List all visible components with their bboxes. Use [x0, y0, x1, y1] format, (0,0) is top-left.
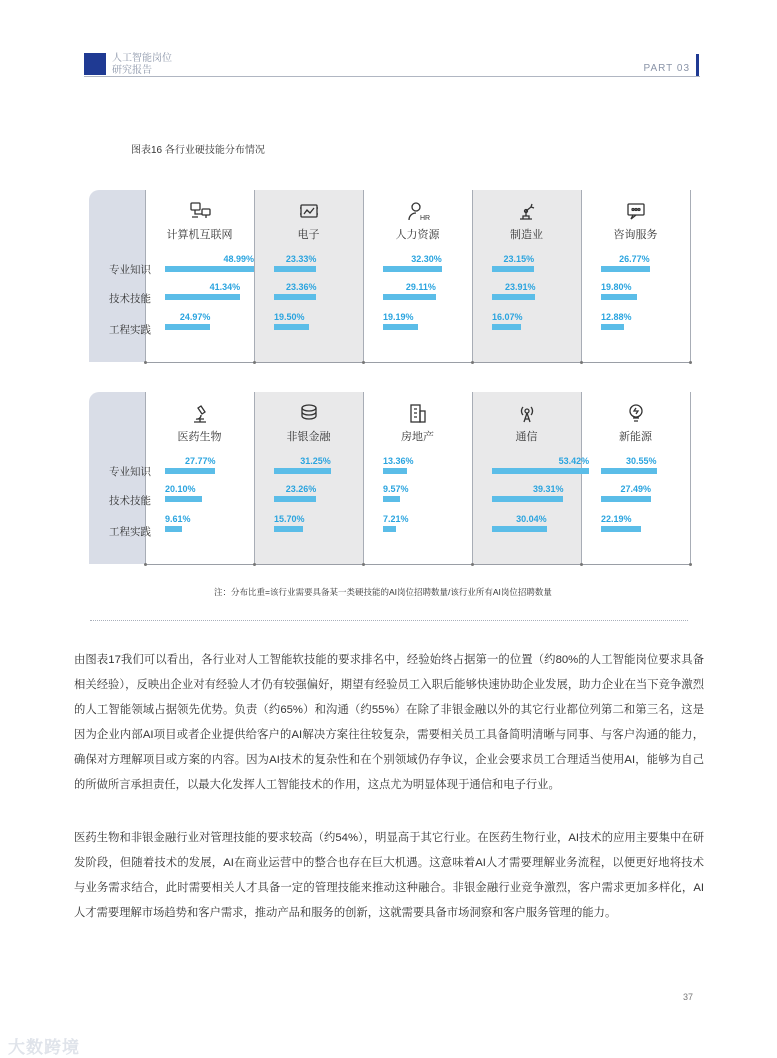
bar-technical [492, 294, 535, 300]
bar-value-label: 15.70% [274, 514, 305, 524]
column-separator [472, 190, 473, 362]
signal-tower-icon [516, 402, 538, 424]
column-separator [690, 392, 691, 564]
bar-technical [383, 294, 436, 300]
row-label: 专业知识 [109, 264, 151, 276]
industry-name: 电子 [297, 229, 320, 241]
bar-technical [165, 496, 202, 502]
bar-engineering [492, 324, 521, 330]
axis-tick-dot [144, 361, 147, 364]
header-title-line1: 人工智能岗位 [112, 53, 172, 64]
bar-value-label: 19.19% [383, 312, 414, 322]
column-separator [254, 190, 255, 362]
bar-value-label: 30.04% [516, 514, 547, 524]
network-icon [189, 200, 211, 222]
bar-value-label: 20.10% [165, 484, 196, 494]
watermark-text: 大数跨境 [8, 1038, 80, 1057]
column-separator [254, 392, 255, 564]
bar-engineering [165, 324, 210, 330]
bar-value-label: 9.61% [165, 514, 191, 524]
bar-value-label: 23.91% [504, 282, 536, 292]
industry-name: 非银金融 [286, 431, 331, 443]
microscope-icon [189, 402, 211, 424]
axis-tick-dot [144, 563, 147, 566]
bar-technical [383, 496, 400, 502]
bar-value-label: 23.26% [285, 484, 317, 494]
consult-chat-icon [625, 200, 647, 222]
bar-value-label: 9.57% [383, 484, 409, 494]
axis-tick-dot [253, 361, 256, 364]
bar-value-label: 39.31% [532, 484, 564, 494]
bar-value-label: 13.36% [383, 456, 414, 466]
bar-value-label: 19.50% [274, 312, 305, 322]
coins-icon [298, 402, 320, 424]
column-separator [581, 392, 582, 564]
bar-knowledge [274, 266, 316, 272]
bar-value-label: 23.36% [285, 282, 317, 292]
bar-value-label: 24.97% [179, 312, 211, 322]
bar-knowledge [165, 468, 215, 474]
bar-engineering [274, 526, 303, 532]
bar-value-label: 41.34% [209, 282, 241, 292]
building-icon [407, 402, 429, 424]
industry-name: 咨询服务 [613, 229, 658, 241]
industry-name: 医药生物 [177, 431, 222, 443]
energy-bulb-icon [625, 402, 647, 424]
bar-technical [601, 294, 637, 300]
svg-text:HR: HR [419, 215, 430, 222]
chart-panel-2 [89, 392, 687, 564]
paragraph-1: 由图表17我们可以看出，各行业对人工智能软技能的要求排名中，经验始终占据第一的位置（约80%的人工智能岗位要求具备相关经验），反映出企业对有经验人才仍有较强偏好，期望有经验员工入职后能够快速协助企业发展，助力企业在当下竞争激烈的人工智能领域占据领先优势。负责（约65%）和沟通（约55%）在除了非银金融以外的其它行业都位列第二和第三名，这是因为企业内部AI项目或者企业提供给客户的AI解决方案往往较复杂，需要相关员工具备简明清晰与同事、与客户沟通的能力，确保对方理解项目或方案的内容。因为AI技术的复杂性和在个别领域仍存争议，企业会要求员工合理适当使用AI，能够为自己的所做所言承担责任，以最大化发挥人工智能技术的作用，这点尤为明显体现于通信和电子行业。 [74, 654, 704, 791]
bar-technical [274, 496, 316, 502]
bar-value-label: 12.88% [601, 312, 632, 322]
bar-knowledge [383, 468, 407, 474]
row-label: 工程实践 [109, 526, 151, 538]
bar-value-label: 19.80% [601, 282, 632, 292]
axis-tick-dot [471, 563, 474, 566]
bar-engineering [383, 324, 418, 330]
axis-tick-dot [362, 563, 365, 566]
chart-panel-1 [89, 190, 687, 362]
axis-tick-dot [580, 361, 583, 364]
bar-value-label: 23.15% [503, 254, 535, 264]
bar-engineering [601, 324, 624, 330]
bar-value-label: 32.30% [411, 254, 442, 264]
figure-title: 图表16 各行业硬技能分布情况 [131, 145, 265, 156]
bar-value-label: 22.19% [601, 514, 632, 524]
header-accent-bar [696, 54, 699, 76]
axis-tick-dot [580, 563, 583, 566]
bar-knowledge [383, 266, 442, 272]
bar-value-label: 31.25% [300, 456, 331, 466]
column-separator [690, 190, 691, 362]
bar-knowledge [601, 266, 650, 272]
industry-name: 新能源 [619, 431, 652, 443]
page-number: 37 [683, 992, 694, 1002]
bar-knowledge [492, 468, 589, 474]
bar-knowledge [601, 468, 657, 474]
bar-technical [165, 294, 240, 300]
column-separator [363, 392, 364, 564]
header-logo-square [84, 53, 106, 75]
axis-tick-dot [471, 361, 474, 364]
bar-engineering [383, 526, 396, 532]
axis-tick-dot [253, 563, 256, 566]
axis-tick-dot [689, 361, 692, 364]
bar-value-label: 26.77% [619, 254, 650, 264]
hr-person-icon [407, 200, 429, 222]
bar-value-label: 53.42% [558, 456, 590, 466]
axis-tick-dot [362, 361, 365, 364]
bar-value-label: 7.21% [383, 514, 409, 524]
column-separator [472, 392, 473, 564]
bar-value-label: 23.33% [285, 254, 317, 264]
paragraph-2: 医药生物和非银金融行业对管理技能的要求较高（约54%），明显高于其它行业。在医药生物行业，AI技术的应用主要集中在研发阶段，但随着技术的发展，AI在商业运营中的整合也存在巨大机遇。这意味着AI人才需要理解业务流程，以便更好地将技术与业务需求结合，此时需要相关人才具备一定的管理技能来推动这种融合。非银金融行业竞争激烈，客户需求更加多样化，AI人才需要理解市场趋势和客户需求，推动产品和服务的创新，这就需要具备市场洞察和客户服务管理的能力。 [74, 832, 704, 919]
bar-value-label: 30.55% [626, 456, 657, 466]
axis-tick-dot [689, 563, 692, 566]
row-label: 技术技能 [109, 293, 151, 305]
bar-knowledge [492, 266, 534, 272]
bar-engineering [601, 526, 641, 532]
industry-name: 人力资源 [395, 229, 440, 241]
row-label: 专业知识 [109, 466, 151, 478]
header-part-label: PART 03 [643, 63, 690, 74]
industry-name: 房地产 [401, 431, 434, 443]
header-rule [84, 76, 700, 77]
industry-name: 通信 [515, 431, 538, 443]
bar-technical [492, 496, 563, 502]
bar-value-label: 16.07% [492, 312, 523, 322]
x-axis-line [145, 362, 690, 363]
industry-name: 计算机互联网 [166, 229, 233, 241]
chip-icon [298, 200, 320, 222]
bar-technical [274, 294, 316, 300]
bar-value-label: 27.49% [620, 484, 651, 494]
column-separator [363, 190, 364, 362]
industry-name: 制造业 [510, 229, 543, 241]
header-title-line2: 研究报告 [112, 65, 152, 76]
column-separator [581, 190, 582, 362]
bar-technical [601, 496, 651, 502]
bar-value-label: 27.77% [184, 456, 216, 466]
bar-value-label: 48.99% [223, 254, 255, 264]
section-divider [90, 620, 688, 621]
bar-value-label: 29.11% [405, 282, 436, 292]
row-label: 技术技能 [109, 495, 151, 507]
x-axis-line [145, 564, 690, 565]
bar-engineering [165, 526, 182, 532]
bar-engineering [492, 526, 547, 532]
bar-knowledge [274, 468, 331, 474]
robot-arm-icon [516, 200, 538, 222]
bar-engineering [274, 324, 309, 330]
row-label: 工程实践 [109, 324, 151, 336]
chart-note: 注：分布比重=该行业需要具备某一类硬技能的AI岗位招聘数量/该行业所有AI岗位招聘数量 [214, 587, 552, 597]
bar-knowledge [165, 266, 254, 272]
